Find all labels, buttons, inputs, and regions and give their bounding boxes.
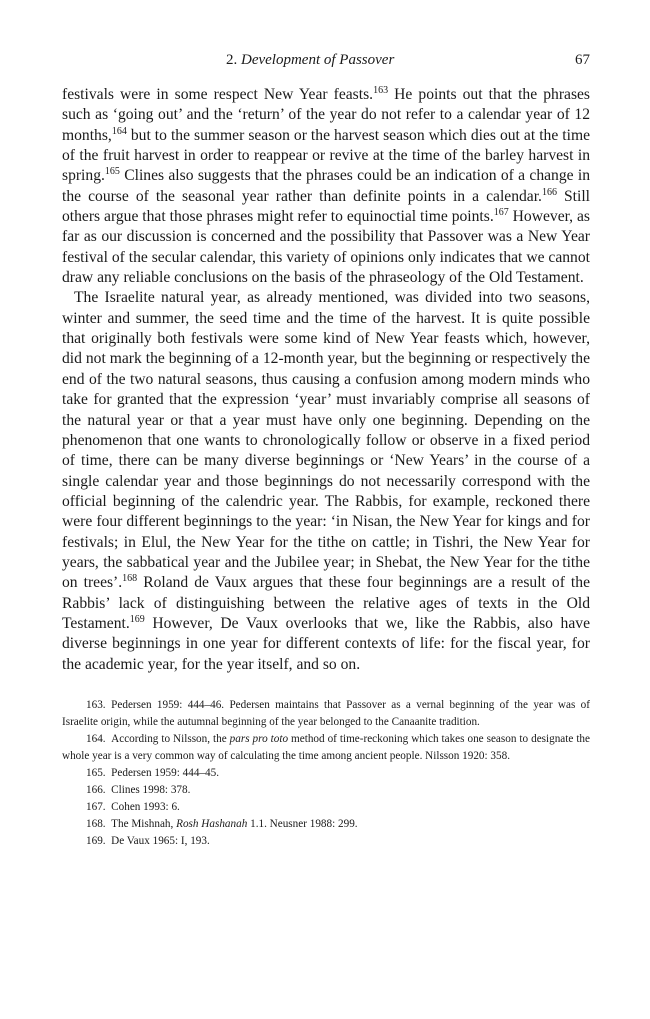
footnote-number: 166. (86, 783, 106, 796)
chapter-number: 2. (226, 52, 238, 68)
text-run: Pedersen 1959: 444–45. (111, 766, 219, 779)
running-header (62, 52, 590, 74)
paragraph (62, 85, 590, 288)
footnote-number: 165. (86, 766, 106, 779)
text-run: The Israelite natural year, as already mentioned, was divided into two seasons, winter and summer, the seed time and the time of the harvest. It is quite possible that originally both festivals were some kind of New Year feasts which, however, did not mark the beginning of a 12-month year, but the beginning or respectively the end of the two natural seasons, thus causing a confusion among modern minds who take for granted that the expression ‘year’ must invariably comprise all seasons of the natural year or that a year must have only one beginning. Depending on the phenomenon that one wants to chronologically follow or observe in a fixed period of time, there can be many diverse beginnings or ‘New Years’ in the course of a single calendar year and those beginnings do not necessarily correspond with the official beginning of the calendric year. The Rabbis, for example, reckoned there were four different beginnings to the year: ‘in Nisan, the New Year for kings and for festivals; in Elul, the New Year for the tithe on cattle; in Tishri, the New Year for years, the sabbatical year and the Jubilee year; in Shebat, the New Year for the tithe on trees’. (62, 289, 590, 592)
footnote-ref: 163 (373, 85, 389, 96)
text-run: Roland de Vaux argues that these four beginnings are a result of the Rabbis’ lack of distinguishing between the relative ages of texts in the Old Testament. (62, 574, 590, 632)
paragraph (62, 288, 590, 675)
page-number: 67 (575, 52, 590, 68)
text-run: Clines also suggests that the phrases could be an indication of a change in the course of the seasonal year rather than definite points in a calendar. (62, 167, 590, 205)
footnote (62, 782, 590, 799)
text-run: Pedersen 1959: 444–46. Pedersen maintains that Passover as a vernal beginning of the year was of Israelite origin, while the autumnal beginning of the year belonged to the Canaanite tradition. (62, 698, 590, 728)
footnote (62, 765, 590, 782)
footnote-ref: 166 (541, 186, 557, 198)
text-run: Still others argue that those phrases might refer to equinoctial time points. (62, 187, 590, 226)
footnote (62, 731, 590, 765)
text-run: Cohen 1993: 6. (111, 800, 180, 813)
footnotes (62, 697, 590, 850)
footnote-number: 167. (86, 800, 106, 813)
text-run: 1.1. Neusner 1988: 299. (247, 817, 358, 830)
text-run: The Mishnah, (111, 817, 177, 830)
text-run: However, as far as our discussion is concerned and the possibility that Passover was a New Year festival of the secular calendar, this variety of opinions only indicates that we cannot draw any reliable conclusions on the basis of the phraseology of the Old Testament. (62, 208, 590, 287)
text-run: but to the summer season or the harvest season which dies out at the time of the fruit harvest in order to reappear or revive at the time of the barley harvest in spring. (62, 126, 590, 185)
chapter-title: Development of Passover (241, 52, 395, 68)
text-run: Clines 1998: 378. (111, 783, 191, 796)
footnote-ref: 165 (104, 166, 120, 178)
footnote (62, 799, 590, 816)
text-run: He points out that the phrases such as ‘going out’ and the ‘return’ of the year do not refer to a calendar year of 12 months, (62, 86, 590, 144)
text-run: According to Nilsson, the (111, 732, 230, 745)
footnote-ref: 168 (122, 573, 138, 585)
footnote-number: 169. (86, 834, 106, 847)
text-run: De Vaux 1965: I, 193. (111, 834, 210, 847)
chapter-heading (226, 52, 394, 69)
footnote-ref: 164 (111, 125, 127, 137)
footnote (62, 697, 590, 731)
footnote-ref: 167 (493, 207, 509, 219)
text-run: festivals were in some respect New Year feasts. (62, 86, 374, 103)
footnote-number: 163. (86, 698, 106, 711)
footnote-number: 164. (86, 732, 106, 745)
italic-text: Rosh Hashanah (176, 817, 248, 830)
footnote-ref: 169 (129, 613, 145, 625)
text-run: method of time-reckoning which takes one season to designate the whole year is a very common way of calculating the time among ancient people. Nilsson 1920: 358. (62, 732, 590, 762)
footnote (62, 816, 590, 833)
text-run: However, De Vaux overlooks that we, like the Rabbis, also have diverse beginnings in one year for different contexts of life: for the fiscal year, for the academic year, for the year itself, and so on. (62, 614, 590, 673)
body-text (62, 85, 590, 675)
book-page (62, 52, 590, 850)
italic-text: pars pro toto (229, 732, 289, 745)
footnote-number: 168. (86, 817, 106, 830)
footnote (62, 833, 590, 850)
